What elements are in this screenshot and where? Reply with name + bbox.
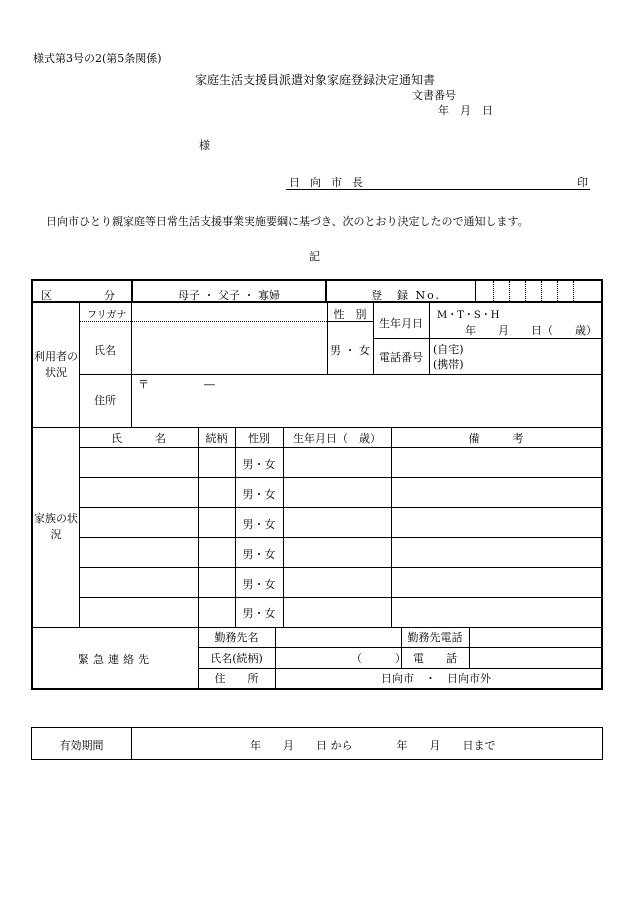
toroku-label: 登 録 No. (371, 289, 442, 302)
family-row-gender: 男・女 (242, 578, 276, 591)
emergency-label: 緊急連絡先 (78, 653, 153, 666)
family-header-gender: 性別 (248, 432, 270, 445)
family-header-relation: 続柄 (205, 432, 228, 445)
family-header-name: 氏 名 (111, 432, 166, 445)
phone-home-label: (自宅) (433, 343, 464, 356)
family-row-gender: 男・女 (242, 518, 276, 531)
kubun-label: 区 分 (41, 289, 125, 302)
doc-number-label: 文書番号 (412, 89, 456, 102)
phone-mobile-label: (携帯) (433, 358, 464, 371)
ki-label: 記 (309, 250, 320, 263)
family-header-dob: 生年月日（ 歳） (293, 432, 381, 445)
mayor-underline (286, 189, 590, 190)
user-section-label: 利用者の状況 (34, 350, 78, 379)
document-title: 家庭生活支援員派遣対象家庭登録決定通知書 (194, 73, 435, 87)
family-row-gender: 男・女 (242, 607, 276, 620)
body-text: 日向市ひとり親家庭等日常生活支援事業実施要綱に基づき、次のとおり決定したので通知します。 (46, 215, 529, 228)
family-section-label: 家族の状況 (34, 512, 78, 541)
workplace-label: 勤務先名 (214, 631, 259, 644)
residence-value: 日向市 ・ 日向市外 (381, 672, 491, 685)
date-label: 年 月 日 (438, 104, 493, 117)
addressee-suffix: 様 (199, 139, 210, 152)
seal-mark: 印 (577, 176, 588, 189)
gender-label: 性 別 (333, 308, 367, 321)
address-label: 住所 (94, 394, 116, 407)
phone-label: 電話番号 (379, 351, 423, 364)
name-label: 氏名 (94, 344, 116, 357)
gender-value: 男 ・ 女 (330, 344, 370, 357)
family-row-gender: 男・女 (242, 548, 276, 561)
relation-paren: （ ） (351, 652, 406, 665)
name-relation-label: 氏名(続柄) (210, 652, 263, 665)
mayor-label: 日向市長 (289, 176, 373, 189)
dob-label: 生年月日 (379, 317, 423, 330)
form-number: 様式第3号の2(第5条関係) (33, 52, 162, 65)
validity-label: 有効期間 (59, 739, 104, 752)
era-label: M・T・S・H (437, 310, 500, 321)
validity-table (31, 727, 603, 760)
kubun-value: 母子 ・ 父子 ・ 寡婦 (178, 289, 280, 302)
workplace-phone-label: 勤務先電話 (407, 631, 463, 644)
residence-label: 住 所 (214, 672, 259, 685)
emergency-phone-label: 電 話 (413, 652, 457, 665)
main-table (31, 279, 603, 690)
postal-mark: 〒 ― (138, 378, 215, 391)
family-row-gender: 男・女 (242, 488, 276, 501)
furigana-label: フリガナ (87, 310, 127, 321)
family-row-gender: 男・女 (242, 458, 276, 471)
validity-value: 年 月 日 から 年 月 日まで (250, 739, 496, 752)
family-header-remarks: 備 考 (468, 432, 524, 445)
kubun-box (131, 279, 327, 303)
dob-value: 年 月 日（ 歳） (465, 324, 597, 337)
